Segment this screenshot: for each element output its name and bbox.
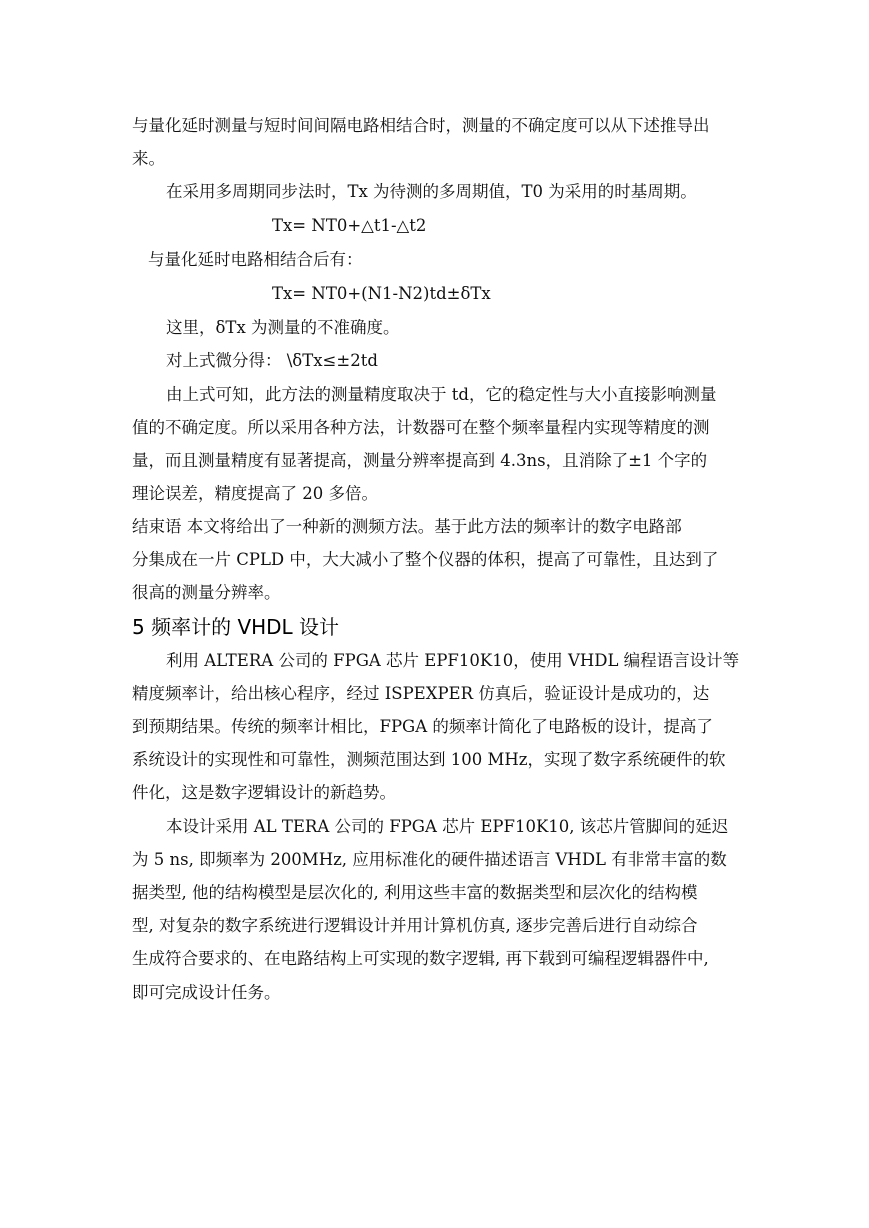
text-line: 来。 xyxy=(132,149,165,168)
text-line: 很高的测量分辨率。 xyxy=(132,583,281,602)
text-line: 件化，这是数字逻辑设计的新趋势。 xyxy=(132,783,396,802)
text-line: 即可完成设计任务。 xyxy=(132,983,281,1002)
text-line: 由上式可知，此方法的测量精度取决于 td，它的稳定性与大小直接影响测量 xyxy=(166,385,717,404)
text-line: 在采用多周期同步法时，Tx 为待测的多周期值，T0 为采用的时基周期。 xyxy=(166,182,697,201)
formula-line: Tx= NT0+(N1-N2)td±δTx xyxy=(272,284,491,303)
text-line: 本设计采用 AL TERA 公司的 FPGA 芯片 EPF10K10, 该芯片管脚间的延迟 xyxy=(166,817,729,836)
text-line: 型, 对复杂的数字系统进行逻辑设计并用计算机仿真, 逐步完善后进行自动综合 xyxy=(132,916,698,935)
text-line: 生成符合要求的、在电路结构上可实现的数字逻辑, 再下载到可编程逻辑器件中, xyxy=(132,949,709,968)
text-line: 分集成在一片 CPLD 中，大大减小了整个仪器的体积，提高了可靠性，且达到了 xyxy=(132,550,719,569)
text-line: 量，而且测量精度有显著提高，测量分辨率提高到 4.3ns，且消除了±1 个字的 xyxy=(132,451,708,470)
section-heading: 5 频率计的 VHDL 设计 xyxy=(132,615,340,639)
text-line: 与量化延时测量与短时间间隔电路相结合时，测量的不确定度可以从下述推导出 xyxy=(132,116,710,135)
text-line: 为 5 ns, 即频率为 200MHz, 应用标准化的硬件描述语言 VHDL 有非常丰富的数 xyxy=(132,850,727,869)
text-line: 理论误差，精度提高了 20 多倍。 xyxy=(132,484,378,503)
text-line: 对上式微分得： \δTx≤±2td xyxy=(166,351,378,370)
text-line: 系统设计的实现性和可靠性，测频范围达到 100 MHz，实现了数字系统硬件的软 xyxy=(132,750,726,769)
text-line: 据类型, 他的结构模型是层次化的, 利用这些丰富的数据类型和层次化的结构模 xyxy=(132,883,698,902)
formula-line: Tx= NT0+△t1-△t2 xyxy=(272,216,427,235)
text-line: 精度频率计，给出核心程序，经过 ISPEXPER 仿真后，验证设计是成功的，达 xyxy=(132,684,710,703)
text-line: 到预期结果。传统的频率计相比，FPGA 的频率计简化了电路板的设计，提高了 xyxy=(132,717,713,736)
text-line: 与量化延时电路相结合后有： xyxy=(148,250,363,269)
text-line: 值的不确定度。所以采用各种方法，计数器可在整个频率量程内实现等精度的测 xyxy=(132,418,710,437)
text-line: 这里，δTx 为测量的不准确度。 xyxy=(166,318,400,337)
text-line: 结束语 本文将给出了一种新的测频方法。基于此方法的频率计的数字电路部 xyxy=(132,517,682,536)
text-line: 利用 ALTERA 公司的 FPGA 芯片 EPF10K10，使用 VHDL 编程语言设计等 xyxy=(166,651,740,670)
